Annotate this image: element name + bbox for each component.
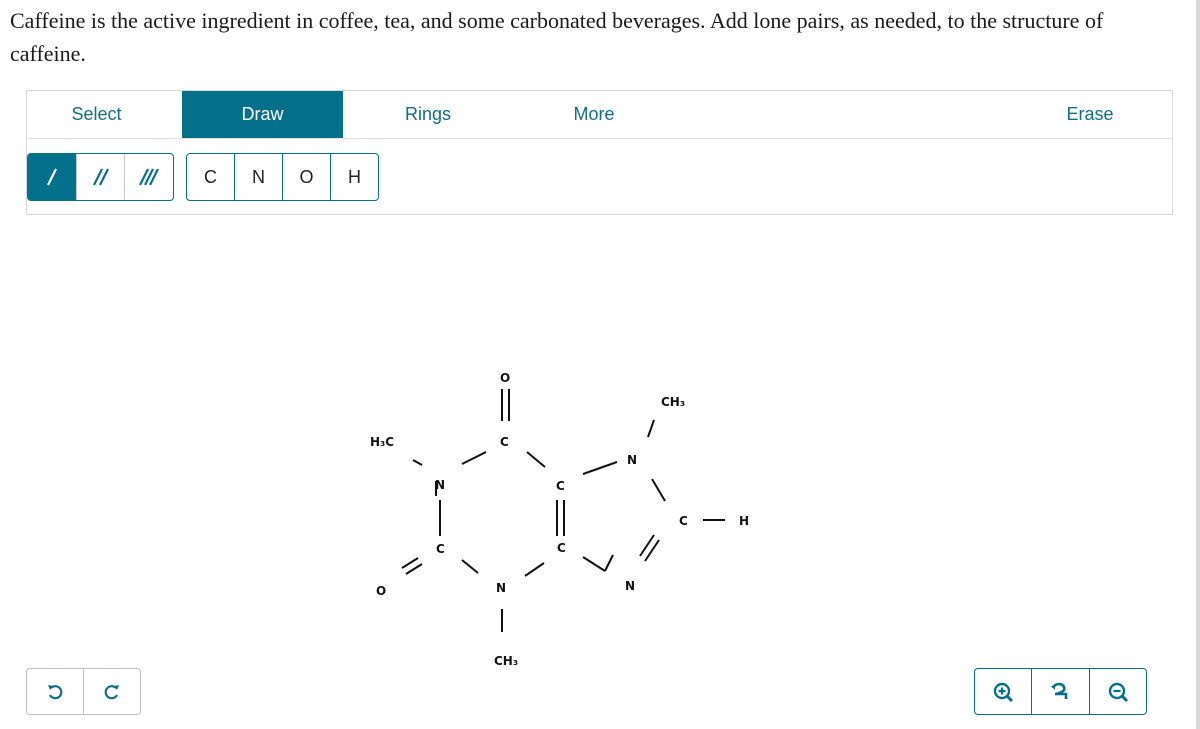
single-bond-button[interactable] bbox=[28, 154, 77, 200]
atom-n-bottom[interactable]: N bbox=[496, 581, 507, 595]
tab-rings[interactable]: Rings bbox=[404, 104, 452, 124]
zoom-in-icon bbox=[992, 681, 1014, 703]
redo-button[interactable] bbox=[84, 669, 140, 714]
question-text: Caffeine is the active ingredient in coffee, tea, and some carbonated beverages. Add lone pairs, as needed, to the structure of caffeine. bbox=[10, 8, 1104, 66]
atom-ch3-top-right[interactable]: CH₃ bbox=[661, 395, 686, 409]
atom-ch3-bottom[interactable]: CH₃ bbox=[494, 654, 519, 668]
triple-bond-icon bbox=[138, 166, 160, 188]
atom-h3c[interactable]: H₃C bbox=[370, 435, 395, 449]
bond-c-right-n-imid[interactable] bbox=[583, 462, 617, 474]
double-bond-icon bbox=[91, 166, 111, 188]
atom-o-left[interactable]: O bbox=[376, 584, 387, 598]
bond-n-imid-c-imid[interactable] bbox=[652, 479, 665, 501]
atom-n-imid-bottom[interactable]: N bbox=[625, 579, 636, 593]
bond-n-imid-ch3[interactable] bbox=[648, 420, 654, 437]
bond-c-imid-n-bottom-1[interactable] bbox=[640, 535, 654, 556]
atom-o-top[interactable]: O bbox=[500, 371, 511, 385]
undo-icon bbox=[46, 683, 64, 701]
atom-n-button[interactable]: N bbox=[235, 154, 283, 200]
tab-more[interactable]: More bbox=[573, 104, 615, 124]
bond-n-c-top[interactable] bbox=[462, 452, 486, 464]
zoom-out-icon bbox=[1107, 681, 1129, 703]
zoom-reset-icon bbox=[1049, 681, 1071, 703]
atom-o-button[interactable]: O bbox=[283, 154, 331, 200]
atom-c-right-upper[interactable]: C bbox=[556, 479, 565, 493]
atom-h[interactable]: H bbox=[739, 514, 750, 528]
atom-c-left-lower[interactable]: C bbox=[436, 542, 445, 556]
history-controls bbox=[26, 668, 141, 715]
tab-draw[interactable]: Draw bbox=[182, 91, 343, 138]
bond-type-group bbox=[27, 153, 174, 201]
bond-n-bottom-c-right-lower[interactable] bbox=[525, 563, 544, 576]
atom-c-imid[interactable]: C bbox=[679, 514, 688, 528]
bond-c-imid-n-bottom-2[interactable] bbox=[645, 540, 659, 561]
bond-n-imid-bottom-c-imid[interactable] bbox=[605, 555, 613, 571]
bond-h3c-n[interactable] bbox=[413, 460, 422, 465]
drawing-toolbar bbox=[26, 90, 1173, 215]
zoom-controls bbox=[974, 668, 1147, 715]
tab-select[interactable]: Select bbox=[71, 104, 122, 124]
page-edge bbox=[1196, 0, 1200, 729]
redo-icon bbox=[103, 683, 121, 701]
bond-c-left-n-bottom[interactable] bbox=[462, 560, 478, 573]
bond-c-top-c-right[interactable] bbox=[527, 452, 545, 467]
atom-group bbox=[186, 153, 379, 201]
atom-c-top[interactable]: C bbox=[500, 435, 509, 449]
toolbar-tabs bbox=[27, 91, 1172, 139]
zoom-out-button[interactable] bbox=[1090, 669, 1146, 714]
tab-erase[interactable]: Erase bbox=[1066, 104, 1114, 124]
atom-c-button[interactable]: C bbox=[187, 154, 235, 200]
zoom-reset-button[interactable] bbox=[1032, 669, 1089, 714]
double-bond-button[interactable] bbox=[77, 154, 126, 200]
undo-button[interactable] bbox=[27, 669, 84, 714]
bond-c-left-o-1[interactable] bbox=[406, 564, 422, 574]
caffeine-structure[interactable] bbox=[26, 215, 1173, 720]
triple-bond-button[interactable] bbox=[125, 154, 173, 200]
zoom-in-button[interactable] bbox=[975, 669, 1032, 714]
single-bond-icon bbox=[42, 166, 62, 188]
atom-n-imid-top[interactable]: N bbox=[627, 453, 638, 467]
drawing-canvas[interactable] bbox=[26, 215, 1173, 720]
bond-c-left-o-2[interactable] bbox=[402, 558, 418, 568]
atom-c-right-lower[interactable]: C bbox=[557, 541, 566, 555]
atom-h-button[interactable]: H bbox=[348, 166, 361, 187]
bond-c-right-lower-n-imid-bottom[interactable] bbox=[583, 557, 605, 571]
atom-n-left[interactable]: N bbox=[435, 478, 446, 492]
